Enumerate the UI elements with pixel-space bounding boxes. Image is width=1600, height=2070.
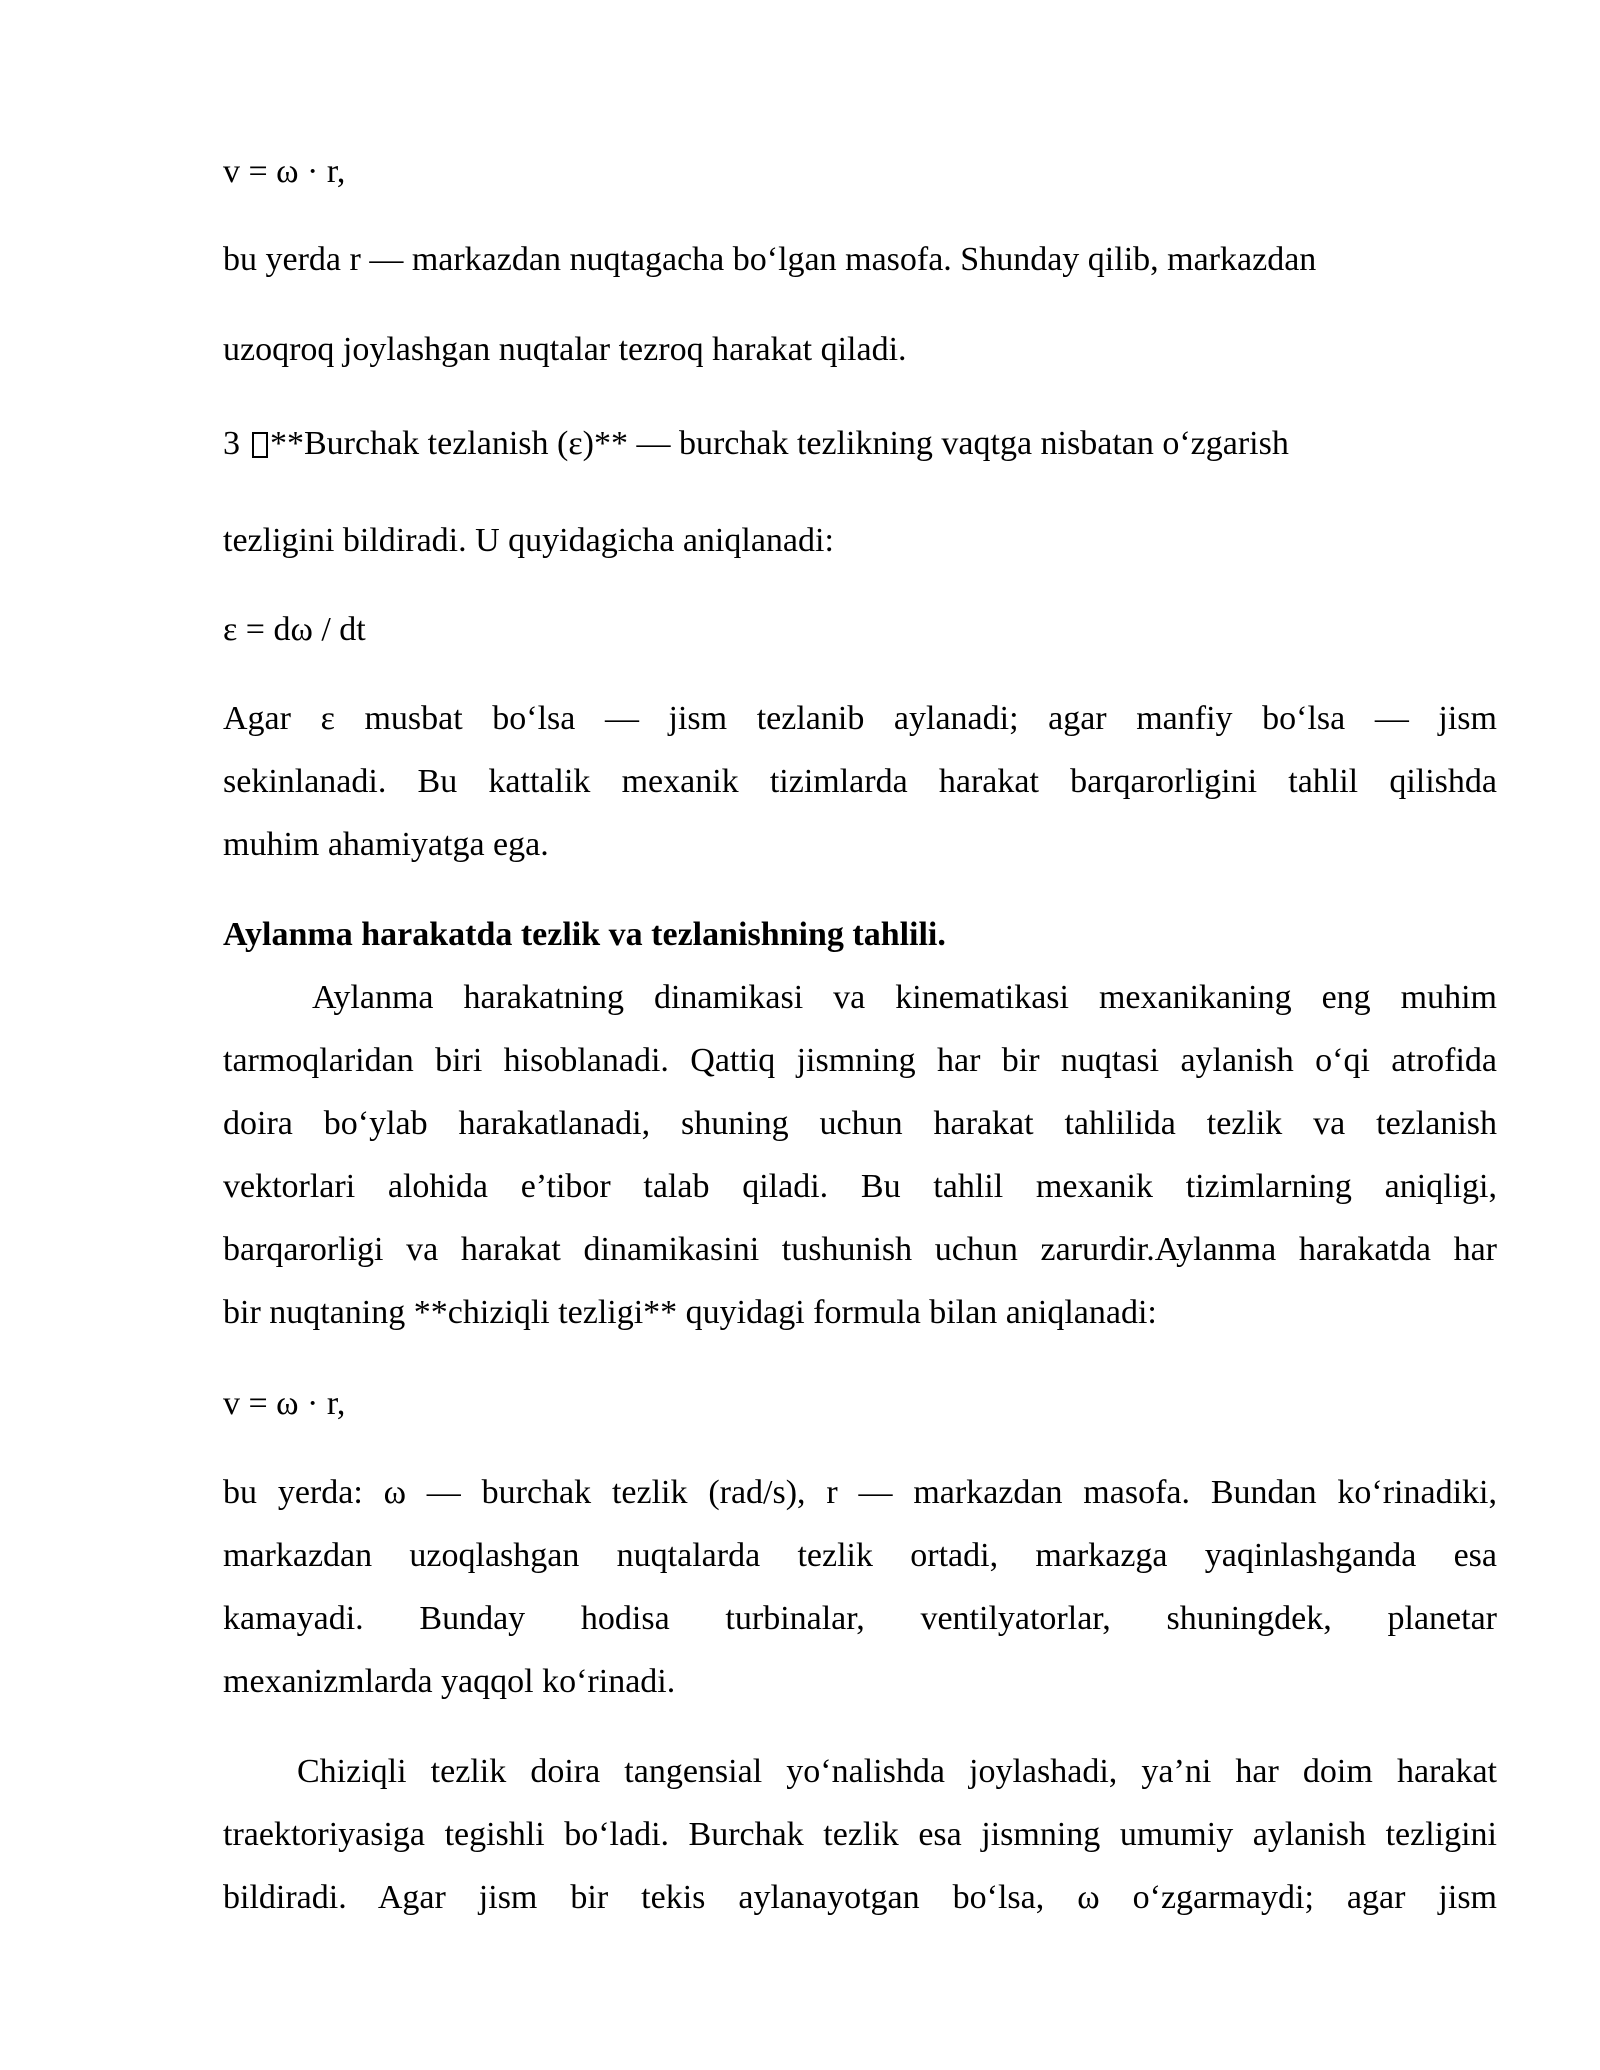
text-line: muhim ahamiyatga ega. [223,826,549,863]
text-line: bir nuqtaning **chiziqli tezligi** quyidagi formula bilan aniqlanadi: [223,1294,1157,1331]
text-line: Agar ε musbat bo‘lsa — jism tezlanib aylanadi; agar manfiy bo‘lsa — jism [223,700,1497,737]
numbered-item-3 [223,427,1289,461]
text-line: bu yerda: ω — burchak tezlik (rad/s), r — markazdan masofa. Bundan ko‘rinadiki, [223,1474,1497,1511]
missing-glyph-icon [252,432,268,458]
text-line: mexanizmlarda yaqqol ko‘rinadi. [223,1663,676,1700]
formula-linear-velocity: v = ω · r, [223,1385,346,1422]
formula-angular-acceleration: ε = dω / dt [223,611,366,648]
formula-linear-velocity: v = ω · r, [223,153,346,190]
paragraph-indent-line: Aylanma harakatning dinamikasi va kinematikasi mexanikaning eng muhim [312,979,1497,1016]
text-line: bu yerda r — markazdan nuqtagacha bo‘lgan masofa. Shunday qilib, markazdan [223,241,1317,278]
text-line: tezligini bildiradi. U quyidagicha aniqlanadi: [223,522,834,559]
text-line: doira bo‘ylab harakatlanadi, shuning uchun harakat tahlilida tezlik va tezlanish [223,1105,1497,1142]
text-line: uzoqroq joylashgan nuqtalar tezroq harakat qiladi. [223,331,907,368]
text-line: vektorlari alohida e’tibor talab qiladi. Bu tahlil mexanik tizimlarning aniqligi, [223,1168,1497,1205]
text-line: markazdan uzoqlashgan nuqtalarda tezlik ortadi, markazga yaqinlashganda esa [223,1537,1497,1574]
item-text: **Burchak tezlanish (ε)** — burchak tezlikning vaqtga nisbatan o‘zgarish [270,425,1289,462]
item-number: 3 [223,425,240,462]
section-heading: Aylanma harakatda tezlik va tezlanishning tahlili. [223,916,946,953]
text-line: sekinlanadi. Bu kattalik mexanik tizimlarda harakat barqarorligini tahlil qilishda [223,763,1497,800]
text-line: kamayadi. Bunday hodisa turbinalar, ventilyatorlar, shuningdek, planetar [223,1600,1497,1637]
text-line: tarmoqlaridan biri hisoblanadi. Qattiq jismning har bir nuqtasi aylanish o‘qi atrofida [223,1042,1497,1079]
text-line: bildiradi. Agar jism bir tekis aylanayotgan bo‘lsa, ω o‘zgarmaydi; agar jism [223,1879,1497,1916]
text-line: barqarorligi va harakat dinamikasini tushunish uchun zarurdir.Aylanma harakatda har [223,1231,1497,1268]
text-line: traektoriyasiga tegishli bo‘ladi. Burchak tezlik esa jismning umumiy aylanish tezligini [223,1816,1497,1853]
paragraph-indent-line: Chiziqli tezlik doira tangensial yo‘nalishda joylashadi, ya’ni har doim harakat [297,1753,1497,1790]
